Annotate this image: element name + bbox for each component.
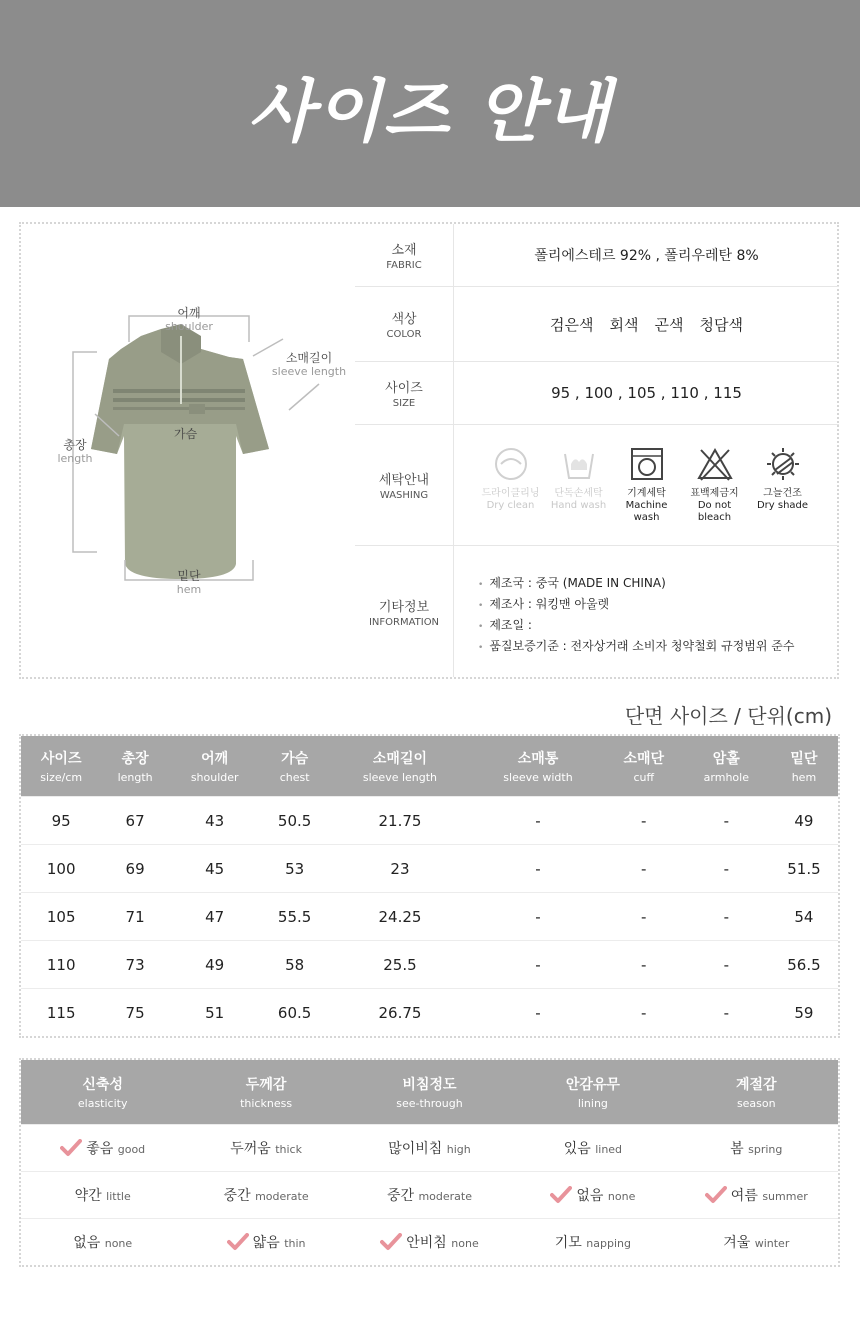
fabric-label: 소재 (391, 243, 417, 258)
feature-table-header (21, 1060, 838, 1125)
chest-label: 가슴 (174, 427, 198, 441)
table-cell: - (683, 989, 770, 1037)
table-cell: - (471, 989, 604, 1037)
feature-value: 봄 (730, 1141, 744, 1157)
table-cell: 59 (770, 989, 838, 1037)
feature-cell (184, 1125, 347, 1172)
feature-value: 있음 (563, 1141, 591, 1157)
washing-label-en: WASHING (379, 490, 429, 501)
feature-cell (511, 1219, 674, 1266)
feature-value: 중간 (223, 1188, 251, 1204)
table-cell: - (471, 893, 604, 941)
table-cell: - (605, 941, 683, 989)
check-icon (380, 1233, 402, 1251)
table-cell: 58 (261, 941, 329, 989)
feature-cell (675, 1219, 838, 1266)
wash-label: 드라이클리닝 (481, 488, 540, 499)
wash-label: 기계세탁 (627, 488, 666, 499)
table-cell: 50.5 (261, 797, 329, 845)
wash-label-en: Dry clean (486, 500, 535, 511)
feature-cell (184, 1219, 347, 1266)
feature-value: 약간 (74, 1188, 102, 1204)
table-cell: - (683, 797, 770, 845)
feature-value: 얇음 (252, 1235, 280, 1251)
fabric-label-en: FABRIC (386, 260, 422, 271)
table-row (21, 845, 838, 893)
wash-item-no-bleach (681, 446, 749, 524)
table-cell: - (683, 941, 770, 989)
washing-icons (454, 446, 839, 524)
feature-cell (675, 1172, 838, 1219)
header-shoulder: 어깨 shoulder (169, 736, 261, 797)
table-cell: 67 (101, 797, 168, 845)
feature-value: 안비침 (406, 1235, 447, 1251)
feature-cell (348, 1219, 511, 1266)
info-line: • 품질보증기준 : 전자상거래 소비자 청약철회 규정범위 준수 (478, 637, 794, 658)
feature-value-en: none (104, 1237, 133, 1250)
header-sleeve-width: 소매통 sleeve width (471, 736, 604, 797)
check-icon (227, 1233, 249, 1251)
size-value: 95 , 100 , 105 , 110 , 115 (551, 384, 742, 402)
header-lining: 안감유무 lining (511, 1060, 674, 1125)
table-cell: 69 (101, 845, 168, 893)
washing-label: 세탁안내 (378, 473, 430, 488)
table-cell: 60.5 (261, 989, 329, 1037)
size-table (19, 734, 840, 1038)
table-cell: 24.25 (329, 893, 472, 941)
header-see-through: 비침정도 see-through (348, 1060, 511, 1125)
check-icon (60, 1139, 82, 1157)
dry-shade-icon (765, 446, 801, 482)
machine-wash-icon (629, 446, 665, 482)
table-cell: 45 (169, 845, 261, 893)
table-cell: - (471, 845, 604, 893)
page-banner (0, 0, 860, 207)
wash-label: 표백제금지 (690, 488, 739, 499)
no-bleach-icon (697, 446, 733, 482)
header-hem: 밑단 hem (770, 736, 838, 797)
wash-item-hand-wash (545, 446, 613, 512)
header-season: 계절감 season (675, 1060, 838, 1125)
table-cell: 54 (770, 893, 838, 941)
wash-item-dry-shade (749, 446, 817, 512)
table-cell: 51.5 (770, 845, 838, 893)
color-option: 검은색 (550, 315, 594, 334)
product-info-box (19, 222, 839, 679)
table-cell: 73 (101, 941, 168, 989)
table-cell: 43 (169, 797, 261, 845)
feature-value: 없음 (73, 1235, 101, 1251)
color-label-en: COLOR (386, 329, 422, 340)
feature-value-en: thick (275, 1143, 302, 1156)
table-cell: 47 (169, 893, 261, 941)
hand-wash-icon (561, 446, 597, 482)
measure-title: 단면 사이즈 / 단위(cm) (624, 704, 832, 728)
color-option: 청담색 (699, 315, 743, 334)
header-armhole: 암홀 armhole (683, 736, 770, 797)
feature-value: 많이비침 (388, 1141, 443, 1157)
feature-value-en: napping (586, 1237, 631, 1250)
feature-value-en: none (451, 1237, 479, 1250)
feature-value: 겨울 (723, 1235, 751, 1251)
sleeve-length-label: 소매길이 (285, 351, 333, 365)
size-label-en: SIZE (392, 398, 416, 409)
wash-label: 그늘건조 (763, 488, 802, 499)
table-row (21, 989, 838, 1037)
spec-row-information (355, 546, 839, 677)
table-row (21, 1125, 838, 1172)
feature-value: 여름 (730, 1188, 758, 1204)
table-cell: 51 (169, 989, 261, 1037)
table-cell: 71 (101, 893, 168, 941)
info-label-en: INFORMATION (368, 616, 440, 628)
feature-table (19, 1058, 840, 1267)
hem-label: 밑단 (177, 569, 201, 583)
color-option: 회색 (609, 315, 639, 334)
table-cell: - (471, 797, 604, 845)
spec-row-washing (355, 425, 839, 546)
table-cell: - (683, 845, 770, 893)
table-cell: - (605, 797, 683, 845)
table-cell: 100 (21, 845, 101, 893)
header-chest: 가슴 chest (261, 736, 329, 797)
info-label: 기타정보 (378, 599, 430, 615)
table-cell: - (605, 893, 683, 941)
table-cell: 56.5 (770, 941, 838, 989)
check-icon (550, 1186, 572, 1204)
table-cell: - (605, 989, 683, 1037)
feature-value-en: lined (595, 1143, 623, 1156)
header-elasticity: 신축성 elasticity (21, 1060, 184, 1125)
table-row (21, 1219, 838, 1266)
feature-cell (21, 1172, 184, 1219)
color-values (454, 287, 839, 361)
table-cell: 26.75 (329, 989, 472, 1037)
table-cell: 53 (261, 845, 329, 893)
feature-cell (511, 1125, 674, 1172)
feature-cell (511, 1172, 674, 1219)
info-list (478, 574, 794, 658)
table-cell: 75 (101, 989, 168, 1037)
feature-cell (348, 1125, 511, 1172)
dry-clean-icon (493, 446, 529, 482)
page-title: 사이즈 안내 (247, 73, 613, 152)
feature-value: 좋음 (86, 1141, 114, 1157)
header-size: 사이즈 size/cm (21, 736, 101, 797)
fabric-value: 폴리에스테르 92% , 폴리우레탄 8% (534, 248, 759, 264)
info-line: • 제조사 : 워킹맨 아울렛 (478, 595, 794, 616)
spec-row-color (355, 287, 839, 362)
table-cell: 21.75 (329, 797, 472, 845)
feature-value-en: high (446, 1143, 471, 1156)
header-thickness: 두께감 thickness (184, 1060, 347, 1125)
table-row (21, 893, 838, 941)
shoulder-label-en: shoulder (165, 320, 213, 333)
feature-value: 없음 (576, 1188, 604, 1204)
wash-label-en: Dry shade (756, 500, 809, 511)
feature-value: 기모 (554, 1235, 582, 1251)
shirt-diagram (21, 224, 355, 677)
table-cell: - (683, 893, 770, 941)
feature-value-en: moderate (255, 1190, 309, 1203)
feature-value: 두꺼움 (230, 1141, 271, 1157)
spec-row-fabric (355, 224, 839, 287)
table-row (21, 797, 838, 845)
wash-item-dry-clean (477, 446, 545, 512)
feature-value-en: spring (748, 1143, 783, 1156)
table-cell: 49 (770, 797, 838, 845)
wash-label-en: Hand wash (550, 500, 607, 511)
length-label-en: length (57, 452, 93, 465)
wash-item-machine-wash (613, 446, 681, 524)
info-line: • 제조국 : 중국 (MADE IN CHINA) (478, 574, 794, 595)
spec-row-size (355, 362, 839, 425)
feature-value-en: none (607, 1190, 636, 1203)
table-cell: - (471, 941, 604, 989)
feature-value-en: summer (762, 1190, 808, 1203)
feature-cell (348, 1172, 511, 1219)
feature-value-en: winter (754, 1237, 790, 1250)
header-length: 총장 length (101, 736, 168, 797)
table-row (21, 941, 838, 989)
shoulder-label: 어깨 (177, 306, 201, 320)
wash-label-en: Do not bleach (697, 500, 732, 523)
feature-value-en: little (106, 1190, 131, 1203)
feature-value-en: moderate (418, 1190, 472, 1203)
length-label: 총장 (63, 438, 87, 452)
table-cell: 55.5 (261, 893, 329, 941)
table-cell: 110 (21, 941, 101, 989)
header-sleeve-length: 소매길이 sleeve length (329, 736, 472, 797)
table-cell: 95 (21, 797, 101, 845)
feature-value: 중간 (386, 1188, 414, 1204)
sleeve-length-label-en: sleeve length (271, 365, 347, 378)
color-option: 곤색 (654, 315, 684, 334)
color-label: 색상 (391, 312, 417, 327)
wash-label-en: Machine wash (625, 500, 668, 523)
hem-label-en: hem (176, 583, 202, 596)
wash-label: 단독손세탁 (554, 488, 603, 499)
check-icon (705, 1186, 727, 1204)
header-cuff: 소매단 cuff (605, 736, 683, 797)
table-cell: 49 (169, 941, 261, 989)
feature-cell (21, 1125, 184, 1172)
size-table-header (21, 736, 838, 797)
table-cell: 25.5 (329, 941, 472, 989)
feature-cell (21, 1219, 184, 1266)
feature-cell (675, 1125, 838, 1172)
table-cell: 105 (21, 893, 101, 941)
table-row (21, 1172, 838, 1219)
table-cell: 115 (21, 989, 101, 1037)
table-cell: 23 (329, 845, 472, 893)
size-label: 사이즈 (385, 381, 423, 396)
feature-value-en: thin (284, 1237, 306, 1250)
feature-cell (184, 1172, 347, 1219)
feature-value-en: good (117, 1143, 146, 1156)
table-cell: - (605, 845, 683, 893)
info-line: • 제조일 : (478, 616, 794, 637)
